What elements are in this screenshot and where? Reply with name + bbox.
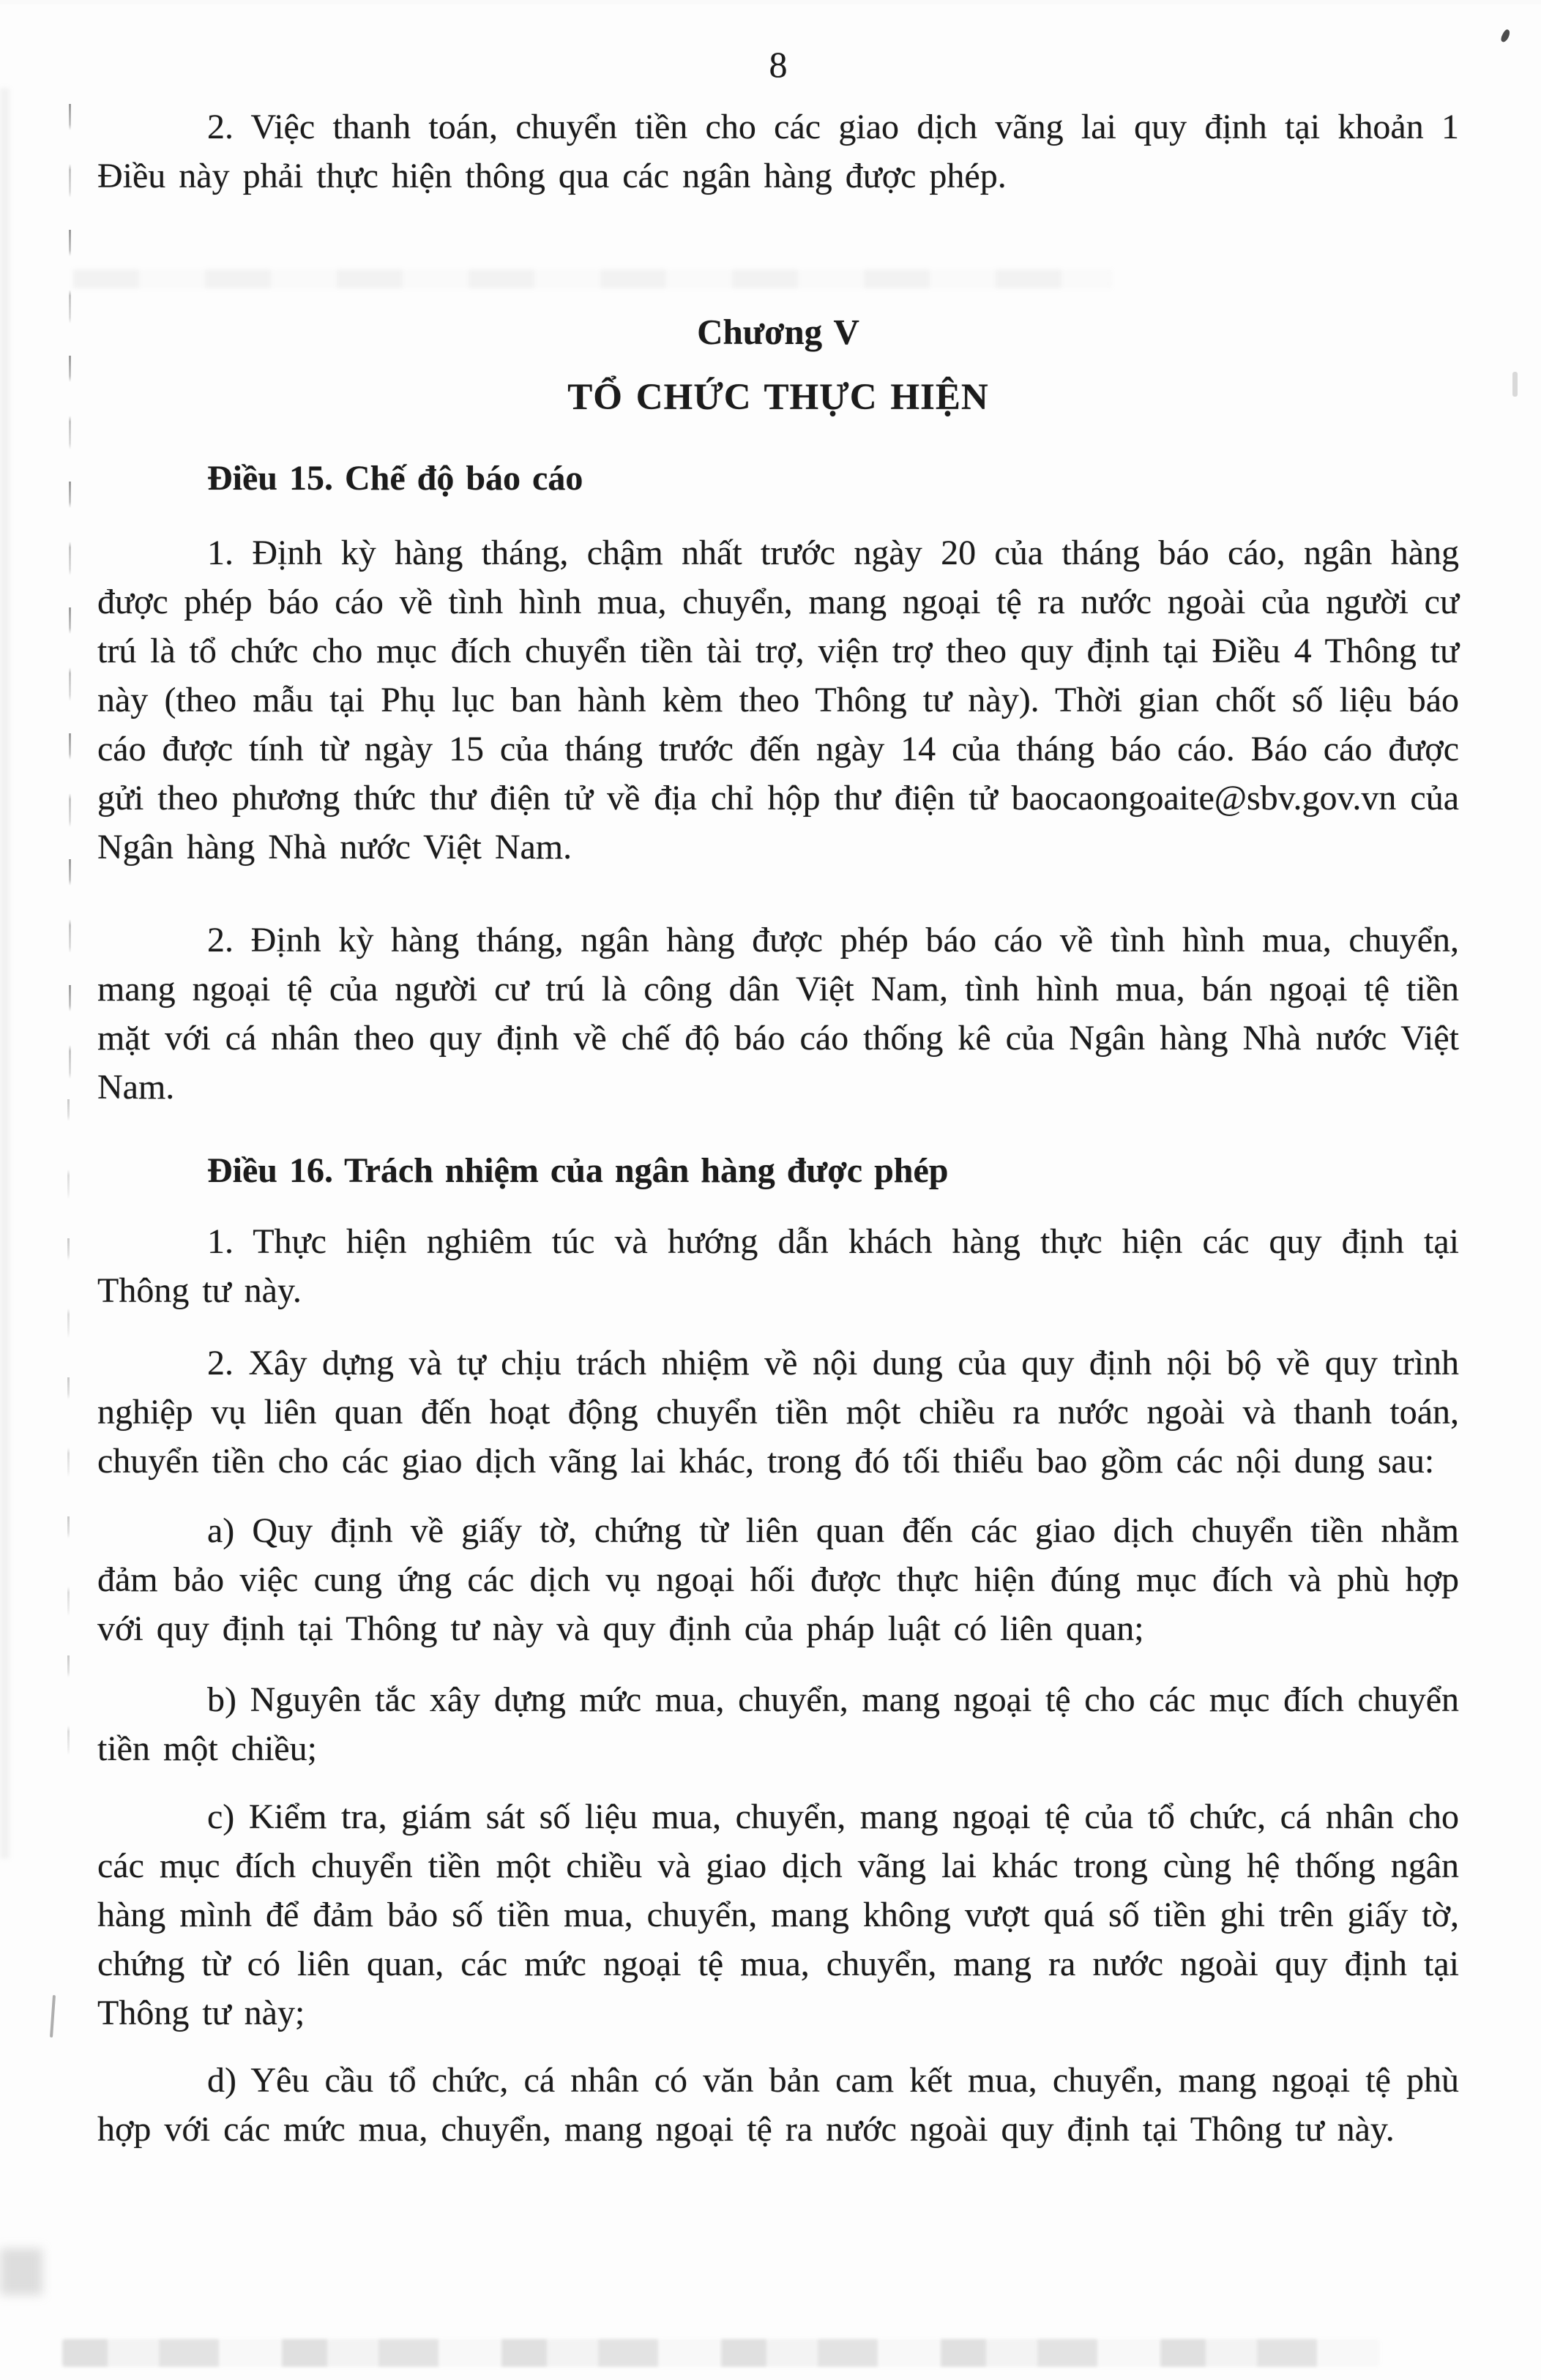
scan-left-dash-mark bbox=[50, 1995, 56, 2037]
article-15-heading: Điều 15. Chế độ báo cáo bbox=[207, 459, 583, 498]
scan-speck-top-right bbox=[1499, 29, 1511, 43]
scan-left-dashed-line-lower bbox=[67, 1099, 70, 1780]
article-15-clause-2: 2. Định kỳ hàng tháng, ngân hàng được phép báo cáo về tình hình mua, chuyển, mang ngoại tệ của người cư trú là công dân Việt Nam, tình hình mua, bán ngoại tệ tiền mặt với cá nhân theo quy định về chế độ báo cáo thống kê của Ngân hàng Nhà nước Việt Nam. bbox=[97, 921, 1459, 1107]
scan-left-dashed-line-upper bbox=[69, 104, 71, 1099]
scan-speck-right-mid bbox=[1512, 372, 1518, 397]
scan-left-edge-shade bbox=[0, 88, 10, 1859]
article-16-clause-2: 2. Xây dựng và tự chịu trách nhiệm về nội dung của quy định nội bộ về quy trình nghiệp vụ liên quan đến hoạt động chuyển tiền một chiều ra nước ngoài và thanh toán, chuyển tiền cho các giao dịch vãng lai khác, trong đó tối thiểu bao gồm các nội dung sau: bbox=[97, 1344, 1459, 1481]
chapter-label: Chương V bbox=[697, 312, 859, 352]
article-16-clause-1: 1. Thực hiện nghiêm túc và hướng dẫn khách hàng thực hiện các quy định tại Thông tư này. bbox=[97, 1222, 1459, 1310]
scan-bottom-ghosting bbox=[62, 2339, 1380, 2367]
scan-noise-band bbox=[73, 269, 1113, 288]
paragraph-previous-article-clause-2: 2. Việc thanh toán, chuyển tiền cho các giao dịch vãng lai quy định tại khoản 1 Điều này phải thực hiện thông qua các ngân hàng được phép. bbox=[97, 108, 1459, 195]
article-16-item-d: d) Yêu cầu tổ chức, cá nhân có văn bản cam kết mua, chuyển, mang ngoại tệ phù hợp với các mức mua, chuyển, mang ngoại tệ ra nước ngoài quy định tại Thông tư này. bbox=[97, 2061, 1459, 2149]
page-number: 8 bbox=[769, 44, 788, 85]
chapter-title: TỔ CHỨC THỰC HIỆN bbox=[567, 377, 989, 418]
article-15-clause-1: 1. Định kỳ hàng tháng, chậm nhất trước ngày 20 của tháng báo cáo, ngân hàng được phép báo cáo về tình hình mua, chuyển, mang ngoại tệ ra nước ngoài của người cư trú là tổ chức cho mục đích chuyển tiền tài trợ, viện trợ theo quy định tại Điều 4 Thông tư này (theo mẫu tại Phụ lục ban hành kèm theo Thông tư này). Thời gian chốt số liệu báo cáo được tính từ ngày 15 của tháng trước đến ngày 14 của tháng báo cáo. Báo cáo được gửi theo phương thức thư điện tử về địa chỉ hộp thư điện tử baocaongoaite@sbv.gov.vn của Ngân hàng Nhà nước Việt Nam. bbox=[97, 534, 1459, 867]
article-16-item-b: b) Nguyên tắc xây dựng mức mua, chuyển, mang ngoại tệ cho các mục đích chuyển tiền một chiều; bbox=[97, 1680, 1459, 1768]
article-16-item-c: c) Kiểm tra, giám sát số liệu mua, chuyển, mang ngoại tệ của tổ chức, cá nhân cho các mục đích chuyển tiền một chiều và giao dịch vãng lai khác trong cùng hệ thống ngân hàng mình để đảm bảo số tiền mua, chuyển, mang không vượt quá số tiền ghi trên giấy tờ, chứng từ có liên quan, các mức ngoại tệ mua, chuyển, mang ra nước ngoài quy định tại Thông tư này; bbox=[97, 1797, 1459, 2032]
article-16-heading: Điều 16. Trách nhiệm của ngân hàng được phép bbox=[207, 1151, 949, 1190]
article-16-item-a: a) Quy định về giấy tờ, chứng từ liên quan đến các giao dịch chuyển tiền nhằm đảm bảo việc cung ứng các dịch vụ ngoại hối được thực hiện đúng mục đích và phù hợp với quy định tại Thông tư này và quy định của pháp luật có liên quan; bbox=[97, 1511, 1459, 1648]
scan-bottom-left-smudge bbox=[0, 2248, 42, 2295]
